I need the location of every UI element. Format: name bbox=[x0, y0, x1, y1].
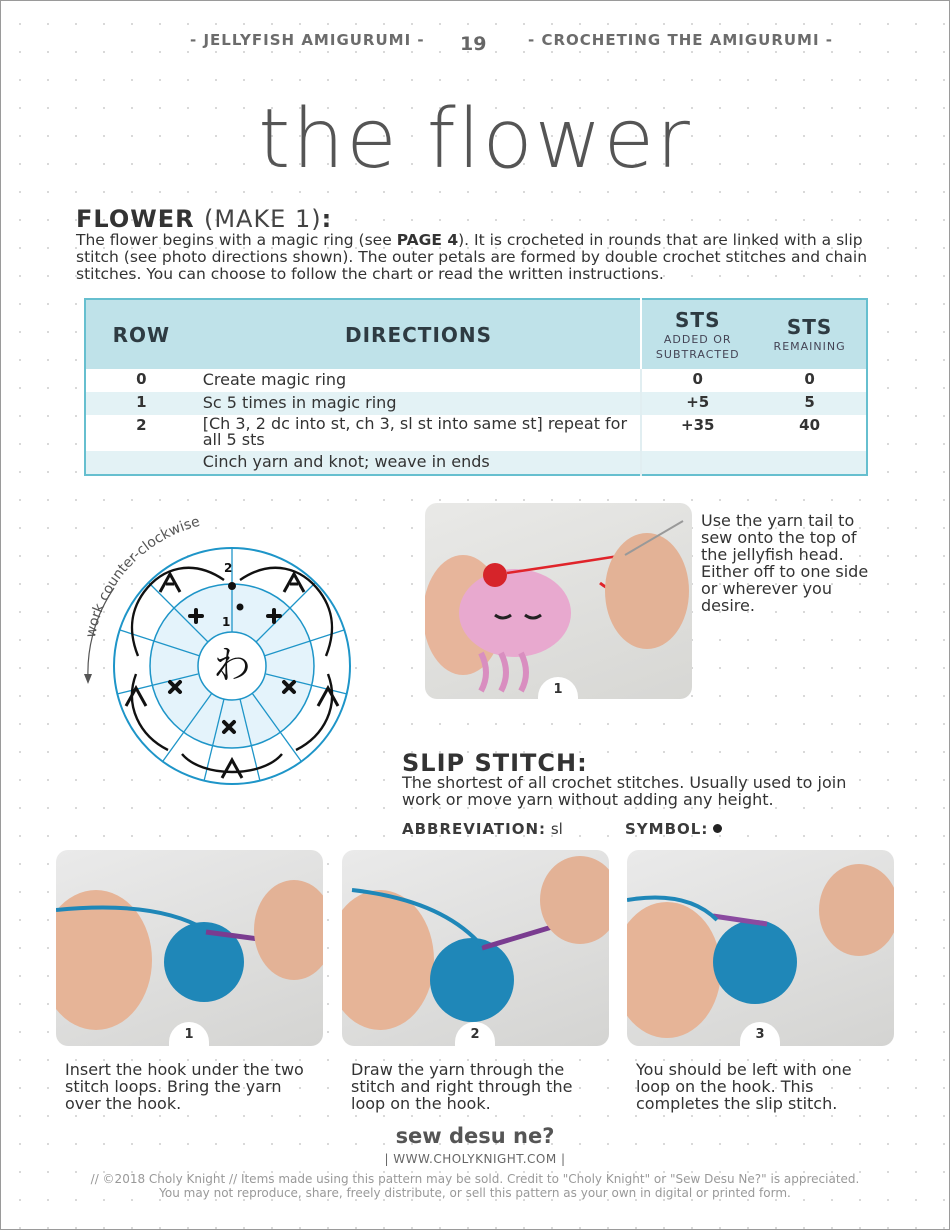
table-row bbox=[85, 392, 867, 415]
row-remaining bbox=[753, 451, 867, 475]
footer-brand: sew desu ne? bbox=[395, 1124, 555, 1148]
hand bbox=[627, 902, 721, 1038]
row-direction: [Ch 3, 2 dc into st, ch 3, sl st into same st] repeat for all 5 sts bbox=[202, 414, 628, 449]
row-added bbox=[641, 451, 753, 475]
row-added: +5 bbox=[641, 392, 753, 415]
photo-badge: 1 bbox=[538, 677, 578, 699]
slip-stitch-dot bbox=[228, 582, 236, 590]
directions-table bbox=[84, 298, 868, 476]
slip-stitch-dot bbox=[237, 604, 244, 611]
sew-photo-illustration bbox=[425, 503, 692, 699]
page-number: 19 bbox=[460, 33, 487, 55]
step-2-caption: Draw the yarn through the stitch and right through the loop on the hook. bbox=[351, 1060, 573, 1113]
row-added: +35 bbox=[641, 415, 753, 451]
symbol-label: SYMBOL: bbox=[625, 820, 709, 838]
step-2-illustration bbox=[342, 850, 609, 1046]
table-header-row bbox=[85, 299, 867, 369]
sts-added-sublabel: ADDED OR SUBTRACTED bbox=[655, 332, 740, 361]
step-photo-2 bbox=[342, 850, 609, 1046]
col-sts-added-header bbox=[641, 299, 753, 369]
red-yarn bbox=[507, 555, 625, 573]
blue-crochet-circle bbox=[430, 938, 514, 1022]
sew-photo bbox=[425, 503, 692, 699]
table-row bbox=[85, 369, 867, 392]
round-1-label: 1 bbox=[222, 615, 231, 629]
step-3-caption: You should be left with one loop on the hook. This completes the slip stitch. bbox=[636, 1060, 852, 1113]
row-direction: Sc 5 times in magic ring bbox=[197, 392, 642, 415]
col-directions-header: DIRECTIONS bbox=[197, 299, 642, 369]
row-direction: Cinch yarn and knot; weave in ends bbox=[197, 451, 642, 475]
row-added: 0 bbox=[641, 369, 753, 392]
step-photo-3 bbox=[627, 850, 894, 1046]
table-row bbox=[85, 451, 867, 475]
copyright-line-1: // ©2018 Choly Knight // Items made using this pattern may be sold. Credit to "Choly Knight" or "Sew Desu Ne?" is appreciated. bbox=[90, 1172, 860, 1186]
copyright bbox=[0, 1172, 950, 1200]
row-number: 2 bbox=[136, 416, 147, 434]
col-row-header: ROW bbox=[85, 299, 197, 369]
step-1-illustration bbox=[56, 850, 323, 1046]
sew-caption: Use the yarn tail to sew onto the top of the jellyfish head. Either off to one side or wherever you desire. bbox=[701, 511, 869, 615]
row-number: 1 bbox=[85, 392, 197, 415]
step-3-illustration bbox=[627, 850, 894, 1046]
magic-ring-symbol: わ bbox=[212, 643, 252, 687]
copyright-line-2: You may not reproduce, share, freely distribute, or sell this pattern as your own in digital or printed form. bbox=[159, 1186, 791, 1200]
round-2-label: 2 bbox=[224, 561, 233, 575]
abbreviation bbox=[402, 820, 563, 838]
abbreviation-value: sl bbox=[550, 820, 563, 838]
symbol bbox=[625, 820, 722, 838]
sts-added-label: STS bbox=[675, 307, 721, 332]
hand bbox=[819, 864, 894, 956]
row-number bbox=[85, 451, 197, 475]
slip-stitch-desc: The shortest of all crochet stitches. Usually used to join work or move yarn without adding any height. bbox=[402, 773, 847, 809]
page-title: the flower bbox=[258, 92, 692, 187]
flower-intro-part1: The flower begins with a magic ring (see bbox=[76, 231, 397, 249]
slip-stitch-symbol-icon bbox=[713, 824, 722, 833]
col-sts-remaining-header bbox=[753, 299, 867, 369]
flower-heading-text: FLOWER bbox=[76, 205, 195, 233]
photo-badge: 2 bbox=[455, 1022, 495, 1046]
step-photo-1 bbox=[56, 850, 323, 1046]
flower-heading-colon: : bbox=[321, 205, 333, 233]
slip-stitch-heading: SLIP STITCH: bbox=[402, 749, 588, 777]
crochet-chart bbox=[74, 508, 374, 800]
arc-label: work counter-clockwise bbox=[82, 513, 202, 640]
photo-badge: 1 bbox=[169, 1022, 209, 1046]
arrow-head-icon bbox=[84, 674, 92, 684]
footer-url[interactable]: | WWW.CHOLYKNIGHT.COM | bbox=[384, 1152, 566, 1166]
table-row bbox=[85, 415, 867, 451]
hand bbox=[540, 856, 609, 944]
right-hand bbox=[605, 533, 689, 649]
jellyfish-head bbox=[459, 569, 571, 657]
sts-remaining-label: STS bbox=[786, 315, 833, 339]
abbreviation-label: ABBREVIATION: bbox=[402, 820, 547, 838]
hand bbox=[254, 880, 323, 980]
photo-badge: 3 bbox=[740, 1022, 780, 1046]
flower-heading bbox=[76, 205, 332, 233]
header-right: - CROCHETING THE AMIGURUMI - bbox=[524, 31, 837, 49]
flower-intro-part2: ). It is crocheted in rounds that are linked with a slip stitch (see photo directions shown). The outer petals are formed by double crochet stitches and chain stitches. You can choose to follow the chart or read the written instructions. bbox=[76, 231, 868, 283]
header-left: - JELLYFISH AMIGURUMI - bbox=[186, 31, 429, 49]
flower-intro-page-ref: PAGE 4 bbox=[396, 231, 459, 249]
flower-make-count: (MAKE 1) bbox=[203, 205, 322, 233]
red-flower bbox=[483, 563, 507, 587]
row-direction: Create magic ring bbox=[202, 370, 347, 389]
row-number: 0 bbox=[136, 370, 147, 388]
blue-crochet-circle bbox=[713, 920, 797, 1004]
flower-intro bbox=[76, 232, 884, 283]
row-remaining: 40 bbox=[799, 416, 821, 434]
sts-remaining-sublabel: REMAINING bbox=[773, 340, 846, 353]
row-remaining: 5 bbox=[753, 392, 867, 415]
step-1-caption: Insert the hook under the two stitch loops. Bring the yarn over the hook. bbox=[65, 1060, 304, 1113]
hand bbox=[342, 890, 434, 1030]
row-remaining: 0 bbox=[804, 370, 815, 388]
